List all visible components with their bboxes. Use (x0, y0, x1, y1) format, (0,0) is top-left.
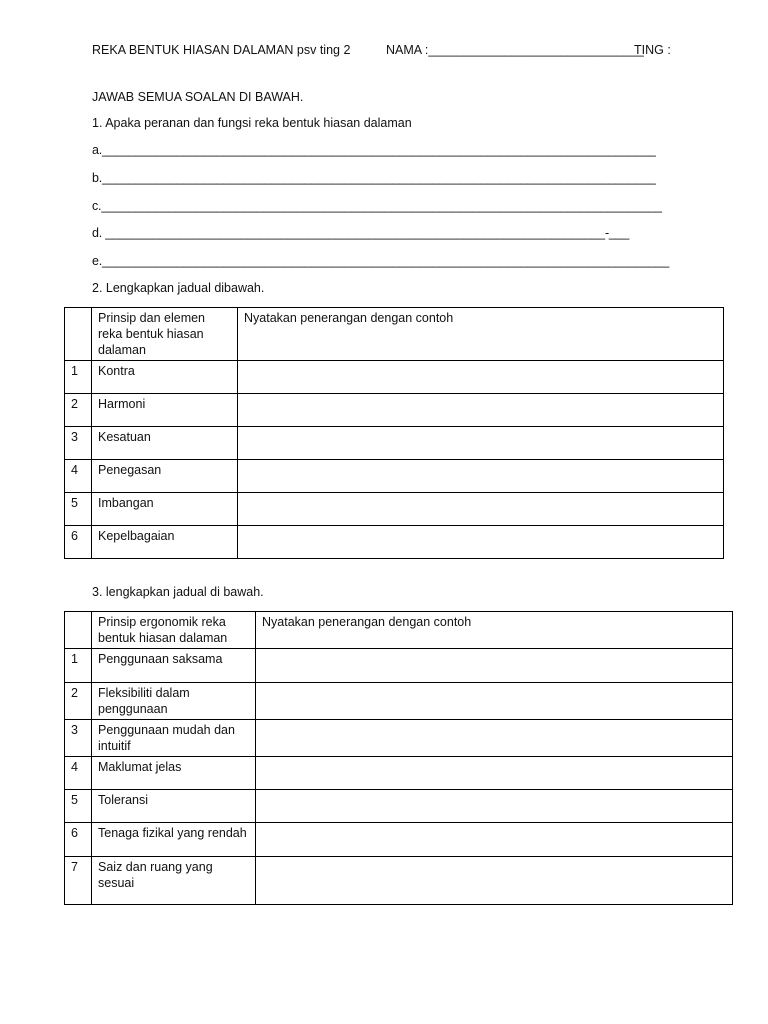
row-label: Penggunaan saksama (92, 649, 256, 683)
instruction: JAWAB SEMUA SOALAN DI BAWAH. (92, 90, 304, 104)
row-number: 5 (65, 493, 92, 526)
answer-cell[interactable] (256, 649, 733, 683)
table-header-col1: Prinsip ergonomik reka bentuk hiasan dalaman (92, 612, 256, 649)
row-number: 7 (65, 857, 92, 905)
worksheet-title: REKA BENTUK HIASAN DALAMAN psv ting 2 (92, 43, 351, 57)
answer-line-b: b.__________________________________________________________________________________ (92, 171, 656, 185)
answer-cell[interactable] (256, 757, 733, 790)
row-label: Fleksibiliti dalam penggunaan (92, 683, 256, 720)
table-row (65, 493, 724, 526)
answer-line-e: e.____________________________________________________________________________________ (92, 254, 670, 268)
table-row (65, 683, 733, 720)
row-number: 5 (65, 790, 92, 823)
table-ergonomic-principles (64, 611, 733, 905)
answer-cell[interactable] (256, 823, 733, 857)
row-number: 3 (65, 720, 92, 757)
answer-cell[interactable] (238, 361, 724, 394)
question-3: 3. lengkapkan jadual di bawah. (92, 585, 264, 599)
table-row (65, 361, 724, 394)
row-label: Toleransi (92, 790, 256, 823)
row-number: 3 (65, 427, 92, 460)
row-label: Imbangan (92, 493, 238, 526)
row-label: Penggunaan mudah dan intuitif (92, 720, 256, 757)
table-design-principles (64, 307, 724, 559)
row-number: 6 (65, 526, 92, 559)
row-label: Kontra (92, 361, 238, 394)
table-header-col1: Prinsip dan elemen reka bentuk hiasan dalaman (92, 308, 238, 361)
answer-cell[interactable] (256, 720, 733, 757)
row-number: 1 (65, 361, 92, 394)
table-row (65, 790, 733, 823)
row-label: Penegasan (92, 460, 238, 493)
question-2: 2. Lengkapkan jadual dibawah. (92, 281, 265, 295)
table-row (65, 720, 733, 757)
table-row (65, 857, 733, 905)
row-number: 6 (65, 823, 92, 857)
answer-line-d: d. __________________________________________________________________________-___ (92, 226, 630, 240)
name-field: NAMA :_______________________________ (386, 43, 644, 57)
table-row (65, 394, 724, 427)
answer-line-a: a.__________________________________________________________________________________ (92, 143, 656, 157)
table-header-num (65, 308, 92, 361)
answer-cell[interactable] (238, 460, 724, 493)
table-header-num (65, 612, 92, 649)
answer-cell[interactable] (238, 427, 724, 460)
table-header-row (65, 308, 724, 361)
row-number: 1 (65, 649, 92, 683)
table-row (65, 823, 733, 857)
table-row (65, 427, 724, 460)
answer-cell[interactable] (256, 790, 733, 823)
answer-cell[interactable] (256, 857, 733, 905)
row-label: Kepelbagaian (92, 526, 238, 559)
table-header-row (65, 612, 733, 649)
row-label: Maklumat jelas (92, 757, 256, 790)
row-number: 2 (65, 683, 92, 720)
row-label: Harmoni (92, 394, 238, 427)
row-number: 2 (65, 394, 92, 427)
answer-line-c: c.___________________________________________________________________________________ (92, 199, 662, 213)
row-label: Saiz dan ruang yang sesuai (92, 857, 256, 905)
answer-cell[interactable] (238, 493, 724, 526)
table-row (65, 757, 733, 790)
ting-field: TING : (634, 43, 671, 57)
table-row (65, 460, 724, 493)
answer-cell[interactable] (238, 526, 724, 559)
row-label: Kesatuan (92, 427, 238, 460)
row-number: 4 (65, 757, 92, 790)
table-row (65, 649, 733, 683)
table-header-col2: Nyatakan penerangan dengan contoh (256, 612, 733, 649)
answer-cell[interactable] (256, 683, 733, 720)
table-row (65, 526, 724, 559)
row-label: Tenaga fizikal yang rendah (92, 823, 256, 857)
row-number: 4 (65, 460, 92, 493)
table-header-col2: Nyatakan penerangan dengan contoh (238, 308, 724, 361)
question-1: 1. Apaka peranan dan fungsi reka bentuk hiasan dalaman (92, 116, 412, 130)
answer-cell[interactable] (238, 394, 724, 427)
